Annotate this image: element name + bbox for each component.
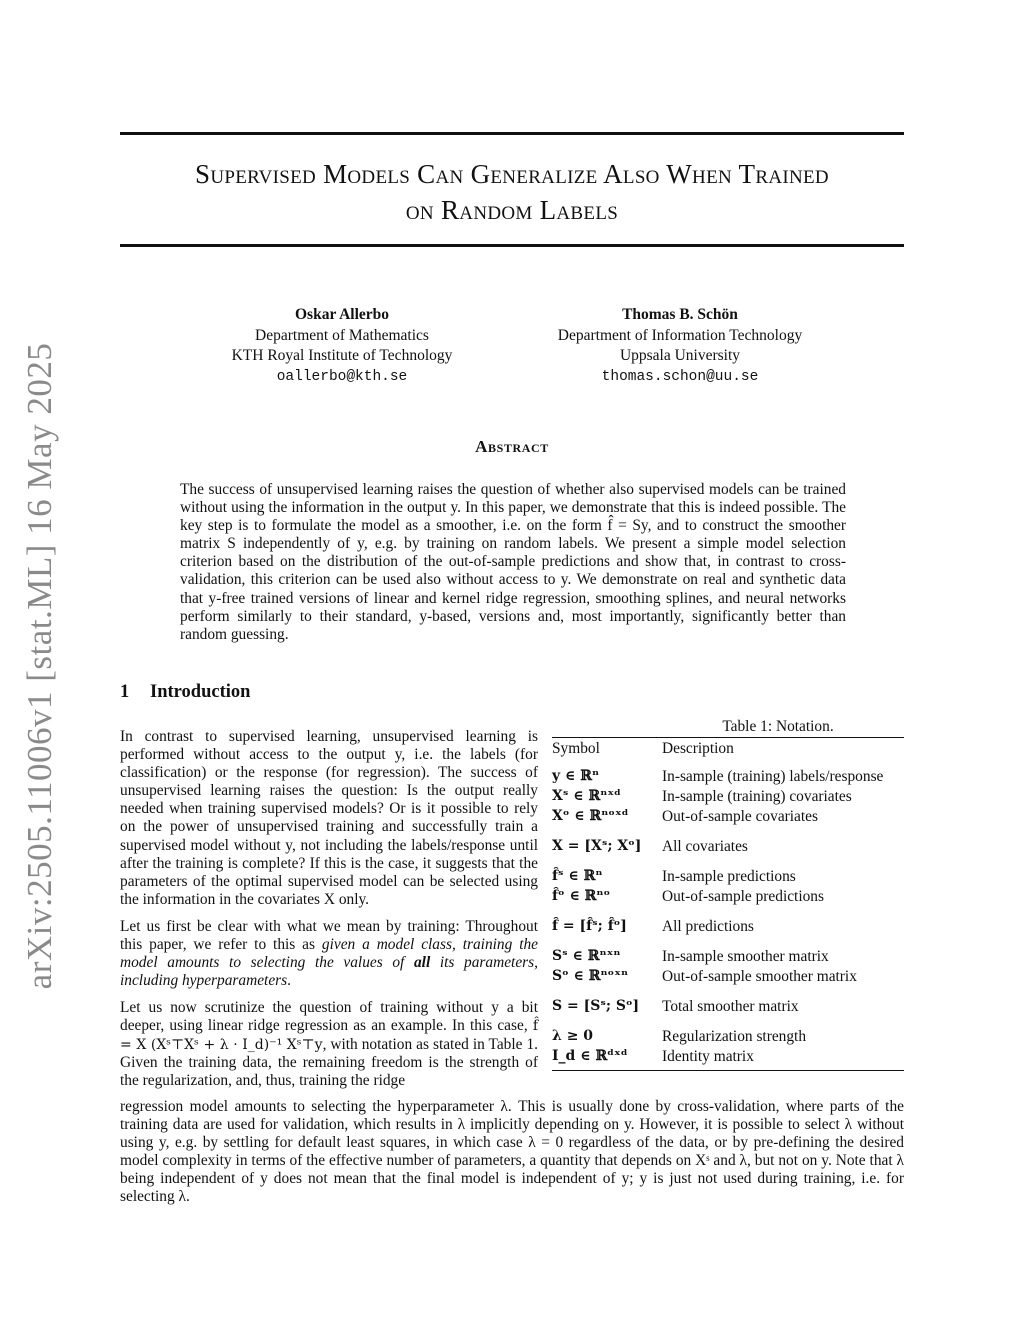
table-symbol: y ∈ ℝⁿ [552,767,600,784]
table-symbol: λ ≥ 0 [552,1027,594,1044]
intro-p2-all: all [413,954,431,972]
intro-p3-text-2: , with notation as stated in Table 1. Given the training data, the remaining freedom is the strength of the regularization, and, thus, training the ridge [120,1035,538,1089]
table-symbol: Sᵒ ∈ ℝⁿᵒˣⁿ [552,967,629,984]
table-description: Identity matrix [662,1047,754,1065]
table-symbol: X = [Xˢ; Xᵒ] [552,837,642,854]
table-row [552,986,904,1026]
table-description: All covariates [662,837,748,855]
table-symbol: Xᵒ ∈ ℝⁿᵒˣᵈ [552,807,629,824]
table-description: Out-of-sample covariates [662,807,818,825]
table-row [552,1046,904,1071]
table-row [552,1026,904,1046]
abstract-body [180,481,846,644]
intro-paragraph-1: In contrast to supervised learning, unsupervised learning is performed without access to the output y, i.e. the labels (for classification) or the response (for regression). The success of unsupervised learning raises the question: Is the output really needed when training supervised models? Or is it possible to rely on the power of unsupervised training and successfully train a supervised model without y, not including the labels/response until after the training is complete? If this is the case, it suggests that the parameters of the optimal supervised model can be selected using the information in the covariates X only. [120,728,538,908]
table-description: In-sample (training) labels/response [662,767,884,785]
table-caption: Table 1: Notation. [722,718,834,735]
author-department: Department of Mathematics [255,326,429,344]
table-row [552,886,904,906]
table-symbol: f̂ = [f̂ˢ; f̂ᵒ] [552,917,627,934]
intro-paragraph-3 [120,999,538,1089]
author-name: Oskar Allerbo [294,306,389,323]
author-email[interactable]: oallerbo@kth.se [276,368,408,385]
table-description: In-sample smoother matrix [662,947,829,965]
section-number: 1 [120,682,130,702]
table-description: In-sample predictions [662,867,796,885]
table-row [552,786,904,806]
table-description: Out-of-sample predictions [662,887,824,905]
author-name: Thomas B. Schön [622,306,738,323]
abstract-text: The success of unsupervised learning raises the question of whether also supervised models can be trained without using the information in the output y. In this paper, we demonstrate that this is indeed possible. The key step is to formulate the model as a smoother, i.e. on the form f̂ = Sy, and to construct the smoother matrix S independently of y, e.g. by training on random labels. We present a simple model selection criterion based on the distribution of the out-of-sample predictions and show that, in contrast to cross-validation, this criterion can be used also without access to y. We demonstrate on real and synthetic data that y-free trained versions of linear and kernel ridge regression, smoothing splines, and neural networks perform similarly to their standard, y-based, versions and, most importantly, significantly better than random guessing. [180,481,846,643]
table-symbol: Sˢ ∈ ℝⁿˣⁿ [552,947,621,964]
table-row [552,906,904,946]
section-heading [120,682,250,703]
paper-title-line-2: on Random Labels [405,195,619,225]
author-institution: KTH Royal Institute of Technology [231,347,453,364]
author-institution: Uppsala University [619,347,741,364]
intro-p2-emphasis-2: its parameters, including hyperparameters [120,954,538,990]
abstract-heading: Abstract [475,437,549,456]
table-row [552,966,904,986]
arxiv-identifier: arXiv:2505.11006v1 [stat.ML] 16 May 2025 [20,342,59,990]
author-block-2 [500,305,860,387]
author-department: Department of Information Technology [557,326,803,344]
table-header-description: Description [662,740,734,757]
intro-paragraph-2 [120,918,538,990]
table-symbol: S = [Sˢ; Sᵒ] [552,997,640,1014]
table-row [552,946,904,966]
table-row [552,826,904,866]
table-symbol: Xˢ ∈ ℝⁿˣᵈ [552,787,622,804]
table-symbol: f̂ˢ ∈ ℝⁿ [552,867,603,884]
table-row [552,762,904,786]
author-email[interactable]: thomas.schon@uu.se [601,368,759,385]
table-symbol: I_d ∈ ℝᵈˣᵈ [552,1047,628,1064]
table-description: Total smoother matrix [662,997,799,1015]
table-description: Out-of-sample smoother matrix [662,967,857,985]
author-block-1 [162,305,522,387]
intro-p2-end: . [287,972,291,990]
table-symbol: f̂ᵒ ∈ ℝⁿᵒ [552,887,611,904]
table-description: Regularization strength [662,1027,807,1045]
intro-p2-text: Let us first be clear with what we mean by training: Throughout this paper, we refer to this as [120,917,538,954]
intro-fullwidth-continuation [120,1098,904,1207]
paper-title [120,156,904,228]
intro-paragraph-3-continued: regression model amounts to selecting the hyperparameter λ. This is usually done by cross-validation, where parts of the training data are used for validation, which results in λ implicitly depending on y. However, it is possible to select λ without using y, e.g. by settling for default least squares, in which case λ = 0 regardless of the data, or by pre-defining the desired model complexity in terms of the effective number of parameters, a quantity that depends on Xˢ and λ, but not on y. Note that λ being independent of y does not mean that the final model is independent of y; y is just not used during training, i.e. for selecting λ. [120,1098,904,1206]
paper-title-line-1: Supervised Models Can Generalize Also When Trained [195,159,829,189]
section-title: Introduction [150,682,251,702]
notation-table [552,718,904,1071]
title-top-rule [120,132,904,135]
arxiv-sidebar-stamp [4,342,76,990]
intro-column [120,728,538,1099]
table-description: In-sample (training) covariates [662,787,852,805]
table-header-symbol: Symbol [552,740,600,757]
table-row [552,806,904,826]
intro-p2-emphasis: given a model class, training the model amounts to selecting the values of [120,936,539,972]
table-description: All predictions [662,917,754,935]
ridge-formula: f̂ = X (Xˢ⊤Xˢ + λ · I_d)⁻¹ Xˢ⊤y [120,1018,538,1053]
intro-p3-text: Let us now scrutinize the question of training without y a bit deeper, using linear ridge regression as an example. In this case, [120,999,538,1035]
table-row [552,866,904,886]
table-header-row [552,738,904,763]
title-bottom-rule [120,244,904,247]
